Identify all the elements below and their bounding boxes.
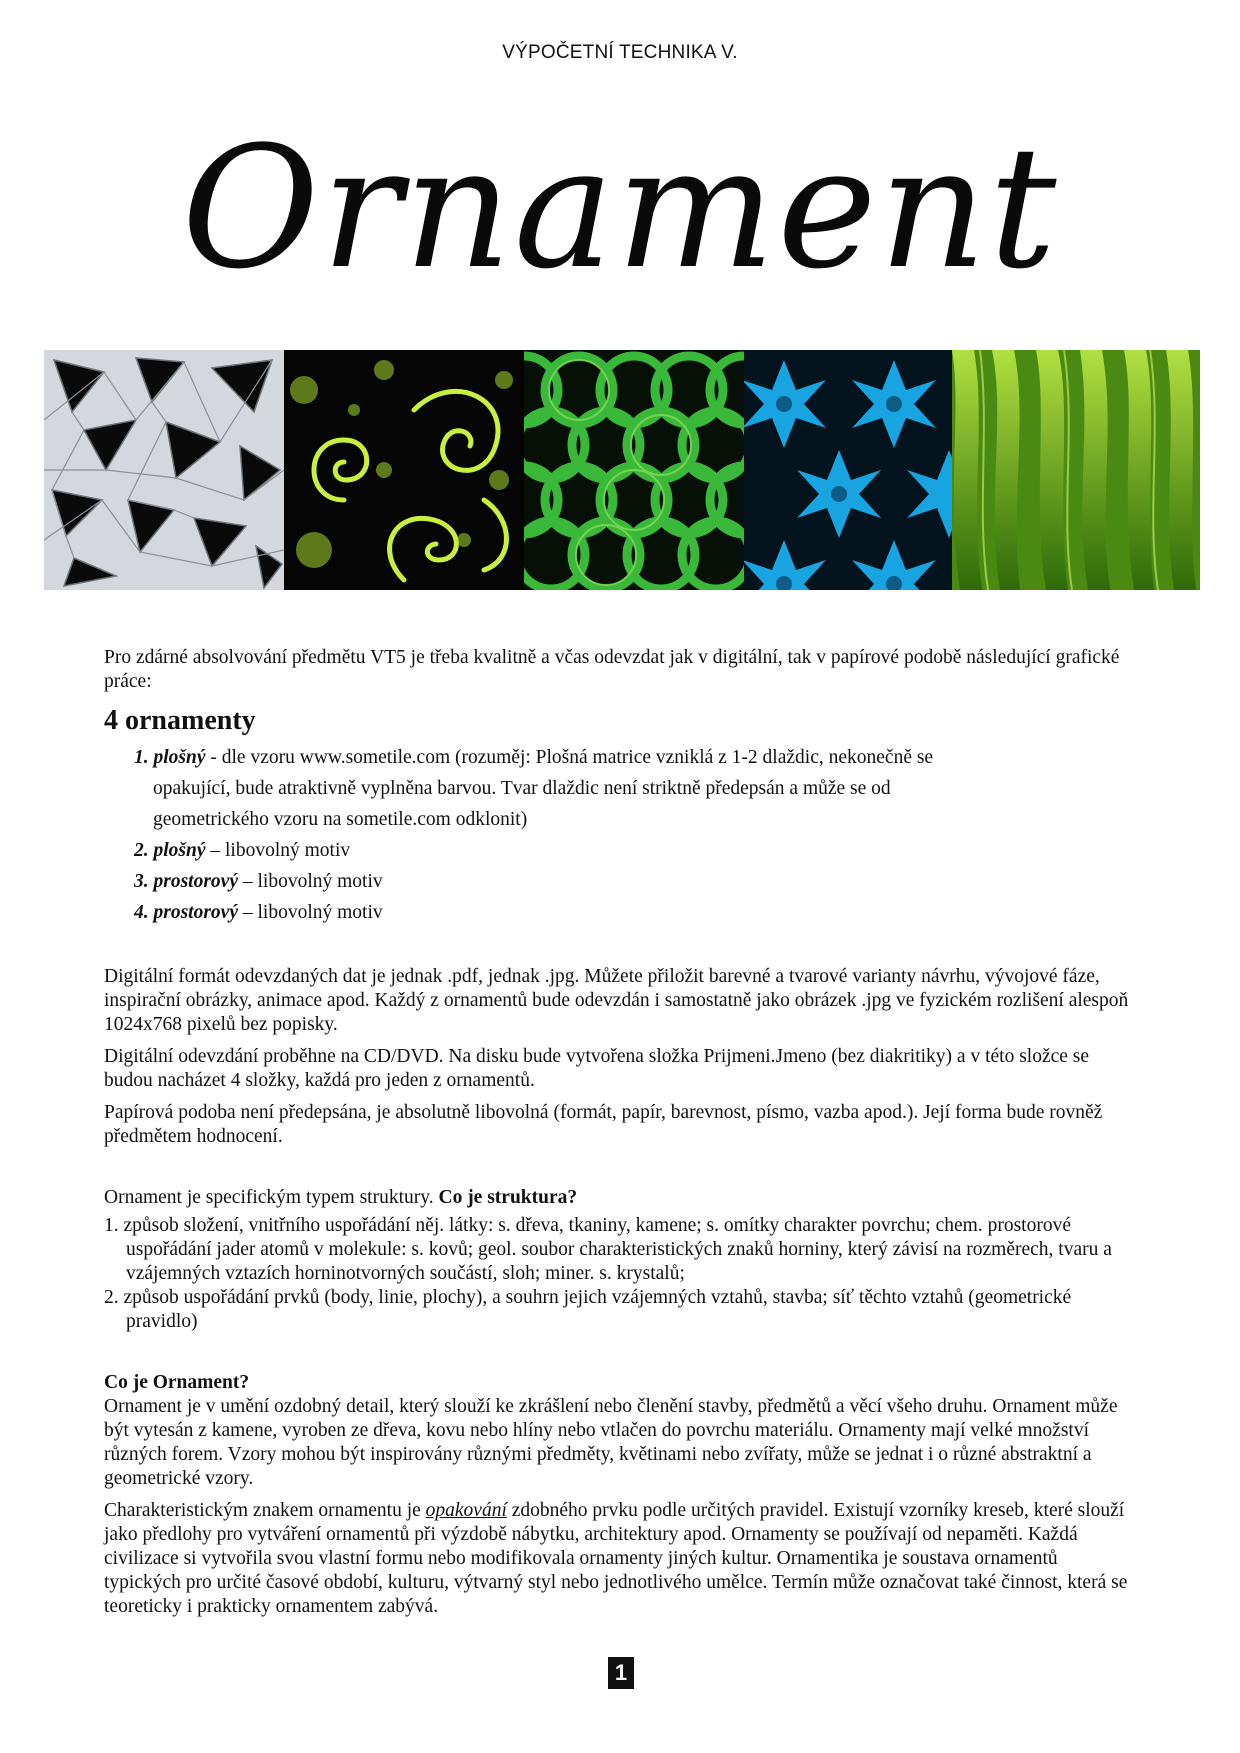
green-waves-tile (952, 350, 1200, 590)
structure-question: Co je struktura? (438, 1187, 578, 1208)
ornament-definition-heading: Co je Ornament? (104, 1372, 250, 1393)
intro-paragraph: Pro zdárné absolvování předmětu VT5 je třeba kvalitně a včas odevzdat jak v digitální, tak v papírové podobě následující grafické práce: (104, 647, 1120, 692)
submission-format-paragraph: Digitální formát odevzdaných dat je jednak .pdf, jednak .jpg. Můžete přiložit barevné a tvarové varianty návrhu, vývojové fáze, inspirační obrázky, animace apod. Každý z ornamentů bude odevzdán i samostatně jako obrázek .jpg ve fyzickém rozlišení alespoň 1024x768 pixelů bez popisky. (104, 966, 1129, 1035)
ornament-list (104, 742, 1134, 928)
structure-list (104, 1214, 1134, 1334)
page-title: Ornament (181, 110, 1059, 306)
submission-paper-paragraph: Papírová podoba není předepsána, je absolutně libovolná (formát, papír, barevnost, písmo, vazba apod.). Její forma bude rovněž předmětem hodnocení. (104, 1102, 1103, 1147)
ornament-definition-paragraph: Ornament je v umění ozdobný detail, který slouží ke zkrášlení nebo členění stavby, předmětů a věcí všeho druhu. Ornament může být vytesán z kamene, vyroben ze dřeva, kovu nebo hlíny nebo vtlačen do povrchu materiálu. Ornamenty mají velké množství různých forem. Vzory mohou být inspirovány různými předměty, květinami nebo zvířaty, může se jednat i o různé abstraktní a geometrické vzory. (104, 1396, 1118, 1489)
fractal-spiral-tile (284, 350, 524, 590)
submission-digital-paragraph: Digitální odevzdání proběhne na CD/DVD. Na disku bude vytvořena složka Prijmeni.Jmeno (bez diakritiky) a v této složce se budou nacházet 4 složky, každá pro jeden z ornamentů. (104, 1046, 1090, 1091)
list-item: 2. plošný – libovolný motiv (134, 840, 351, 861)
ornament-characteristics-paragraph: Charakteristickým znakem ornamentu je opakování zdobného prvku podle určitých pravidel. Existují vzorníky kreseb, které slouží jako předlohy pro vytváření ornamentů při výzdobě nábytku, architektury apod. Ornamenty se používají od nepaměti. Každá civilizace si vytvořila svou vlastní formu nebo modifikovala ornamenty jiných kultur. Ornamentika je soustava ornamentů typických pro určité časové období, kulturu, výtvarný styl nebo jednotlivého umělce. Termín může označovat také činnost, která se teoreticky i prakticky ornamentem zabývá. (104, 1500, 1128, 1617)
geometric-tile (44, 350, 284, 590)
ornaments-heading: 4 ornamenty (104, 705, 256, 736)
structure-intro: Ornament je specifickým typem struktury. Co je struktura? (104, 1187, 578, 1208)
list-item: 1. způsob složení, vnitřního uspořádání něj. látky: s. dřeva, tkaniny, kamene; s. omítky charakter povrchu; chem. prostorové uspořádání jader atomů v molekule: s. kovů; geol. soubor charakteristických znaků horniny, který závisí na rozměrech, tvaru a vzájemných vztazích horninotvorných součástí, sloh; miner. s. krystalů; (104, 1215, 1112, 1284)
list-item: 3. prostorový – libovolný motiv (134, 871, 383, 892)
list-item: 2. způsob uspořádání prvků (body, linie, plochy), a souhrn jejich vzájemných vztahů, stavba; síť těchto vztahů (geometrické pravidlo) (104, 1287, 1072, 1332)
list-item: 4. prostorový – libovolný motiv (134, 902, 383, 923)
list-item: 1. plošný - dle vzoru www.sometile.com (rozuměj: Plošná matrice vzniklá z 1-2 dlaždic, nekonečně se opakující, bude atraktivně vyplněna barvou. Tvar dlaždic není striktně předepsán a může se od geometrického vzoru na sometile.com odklonit) (134, 747, 934, 830)
blue-star-tile (744, 350, 952, 590)
ornament-banner (44, 350, 1200, 590)
emphasis-repetition: opakování (425, 1500, 507, 1521)
interlocking-rings-tile (524, 350, 744, 590)
page-number: 1 (608, 1657, 634, 1689)
course-header: VÝPOČETNÍ TECHNIKA V. (502, 42, 738, 63)
main-content (104, 646, 1134, 1619)
